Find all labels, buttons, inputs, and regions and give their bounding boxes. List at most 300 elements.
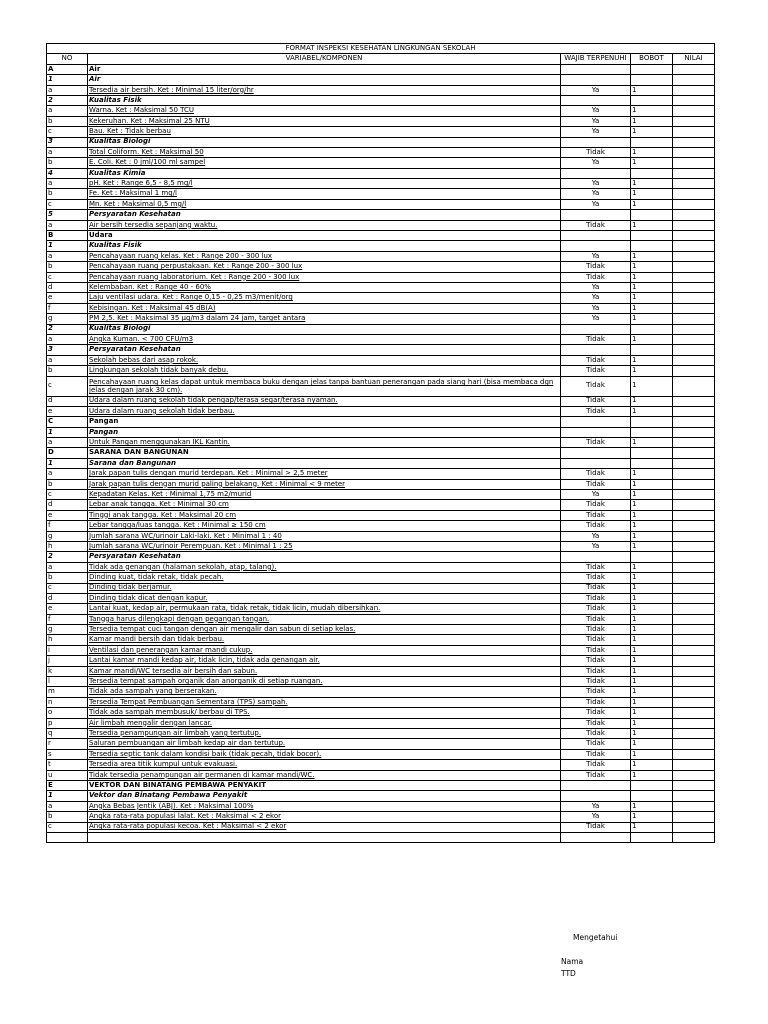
subsection-row [47,241,715,251]
table-row [47,272,715,282]
row-wajib: Tidak [561,635,631,645]
section-row [47,64,715,74]
row-wajib [561,231,631,241]
table-row [47,656,715,666]
row-no: 3 [47,137,88,147]
row-wajib: Tidak [561,708,631,718]
row-no: a [47,562,88,572]
row-variabel: Bau. Ket : Tidak berbau [88,127,561,137]
table-row [47,604,715,614]
row-variabel: Kamar mandi/WC tersedia air bersih dan sabun. [88,666,561,676]
row-variabel: Vektor dan Binatang Pembawa Penyakit [88,791,561,801]
table-row [47,593,715,603]
row-nilai [673,179,715,189]
row-no: e [47,604,88,614]
row-no: 4 [47,168,88,178]
row-wajib [561,448,631,458]
row-variabel: Total Coliform. Ket : Maksimal 50 [88,147,561,157]
row-variabel: Udara dalam ruang sekolah tidak berbau. [88,406,561,416]
row-wajib: Tidak [561,510,631,520]
row-nilai [673,729,715,739]
table-row [47,438,715,448]
table-row [47,490,715,500]
row-nilai [673,791,715,801]
row-variabel: Pencahayaan ruang kelas dapat untuk membaca buku dengan jelas tanpa bantuan penerangan pada siang hari (bisa membaca dgn jelas dengan jarak 30 cm). [88,376,561,396]
row-bobot [631,427,673,437]
table-row [47,635,715,645]
row-variabel: Kekeruhan. Ket : Maksimal 25 NTU [88,116,561,126]
row-nilai [673,396,715,406]
row-variabel: VEKTOR DAN BINATANG PEMBAWA PENYAKIT [88,780,561,790]
row-wajib: Tidak [561,677,631,687]
row-bobot [631,95,673,105]
row-variabel: Sarana dan Bangunan [88,458,561,468]
inspection-table-body [47,44,715,843]
row-no: c [47,199,88,209]
table-row [47,531,715,541]
row-bobot: 1 [631,666,673,676]
row-wajib: Tidak [561,614,631,624]
row-no: f [47,303,88,313]
row-variabel: Kamar mandi bersih dan tidak berbau. [88,635,561,645]
row-no: B [47,231,88,241]
row-variabel: Tersedia Tempat Pembuangan Sementara (TPS) sampah. [88,697,561,707]
row-nilai [673,406,715,416]
row-nilai [673,458,715,468]
row-wajib: Tidak [561,562,631,572]
row-variabel: Kebisingan. Ket : Maksimal 45 dB(A) [88,303,561,313]
row-bobot [631,324,673,334]
row-variabel: Air bersih tersedia sepanjang waktu. [88,220,561,230]
table-row [47,687,715,697]
row-nilai [673,739,715,749]
row-bobot: 1 [631,158,673,168]
row-bobot: 1 [631,614,673,624]
row-no: d [47,593,88,603]
table-row [47,729,715,739]
row-wajib: Tidak [561,396,631,406]
row-variabel: Tersedia tempat cuci tangan dengan air mengalir dan sabun di setiap kelas. [88,625,561,635]
row-wajib: Tidak [561,749,631,759]
row-wajib: Tidak [561,272,631,282]
row-variabel: Persyaratan Kesehatan [88,345,561,355]
row-no [47,832,88,842]
row-wajib: Tidak [561,604,631,614]
row-no: e [47,510,88,520]
header-wajib: WAJIB TERPENUHI [561,54,631,64]
row-no: g [47,314,88,324]
header-bobot: BOBOT [631,54,673,64]
row-bobot: 1 [631,541,673,551]
subsection-row [47,427,715,437]
row-wajib [561,832,631,842]
row-variabel: Tangga harus dilengkapi dengan pegangan tangan. [88,614,561,624]
signature-ttd: TTD [561,969,576,978]
row-wajib: Tidak [561,220,631,230]
subsection-row [47,324,715,334]
section-row [47,417,715,427]
row-no: c [47,490,88,500]
row-variabel: Kualitas Fisik [88,95,561,105]
row-nilai [673,168,715,178]
row-variabel: Persyaratan Kesehatan [88,552,561,562]
row-wajib: Tidak [561,656,631,666]
row-nilai [673,158,715,168]
table-row [47,541,715,551]
row-nilai [673,293,715,303]
row-bobot [631,832,673,842]
row-no: d [47,396,88,406]
row-variabel: PM 2,5. Ket : Maksimal 35 µg/m3 dalam 24 jam, target antara [88,314,561,324]
row-no: g [47,531,88,541]
row-nilai [673,780,715,790]
section-row [47,448,715,458]
row-nilai [673,687,715,697]
row-variabel: Kualitas Biologi [88,324,561,334]
row-nilai [673,427,715,437]
row-nilai [673,562,715,572]
table-row [47,697,715,707]
row-bobot: 1 [631,635,673,645]
row-no: 1 [47,458,88,468]
row-nilai [673,832,715,842]
table-row [47,116,715,126]
row-variabel: Mn. Ket : Maksimal 0,5 mg/l [88,199,561,209]
row-no: c [47,127,88,137]
table-row [47,314,715,324]
table-row [47,583,715,593]
row-wajib [561,241,631,251]
row-variabel: Angka rata-rata populasi kecoa. Ket : Maksimal < 2 ekor [88,822,561,832]
row-variabel: pH. Ket : Range 6,5 - 8,5 mg/l [88,179,561,189]
row-bobot: 1 [631,355,673,365]
subsection-row [47,791,715,801]
row-nilai [673,708,715,718]
row-variabel: Tidak ada sampah yang berserakan. [88,687,561,697]
row-wajib: Tidak [561,366,631,376]
row-bobot: 1 [631,510,673,520]
row-variabel: Lebar tangga/luas tangga. Ket : Minimal ≥ 150 cm [88,521,561,531]
row-no: b [47,479,88,489]
row-wajib: Tidak [561,645,631,655]
table-row [47,366,715,376]
subsection-row [47,458,715,468]
table-row [47,147,715,157]
inspection-table [46,43,715,843]
row-nilai [673,697,715,707]
row-wajib [561,417,631,427]
signature-nama: Nama [561,957,584,966]
row-wajib: Ya [561,303,631,313]
row-bobot: 1 [631,521,673,531]
row-wajib: Ya [561,801,631,811]
row-wajib: Tidak [561,376,631,396]
row-variabel: Tidak ada sampah membusuk/ berbau di TPS. [88,708,561,718]
row-nilai [673,334,715,344]
row-bobot [631,345,673,355]
row-wajib: Tidak [561,739,631,749]
header-row [47,54,715,64]
subsection-row [47,210,715,220]
row-nilai [673,593,715,603]
row-variabel: Jarak papan tulis dengan murid paling belakang. Ket : Minimal < 9 meter [88,479,561,489]
row-wajib: Tidak [561,334,631,344]
row-no: s [47,749,88,759]
table-row [47,262,715,272]
row-nilai [673,137,715,147]
row-variabel: Kualitas Fisik [88,241,561,251]
row-bobot: 1 [631,262,673,272]
row-no: a [47,801,88,811]
header-no: NO [47,54,88,64]
row-no: 1 [47,427,88,437]
row-variabel: Jumlah sarana WC/urinoir Perempuan. Ket : Minimal 1 : 25 [88,541,561,551]
row-wajib: Tidak [561,770,631,780]
row-wajib: Ya [561,541,631,551]
row-variabel: Laju ventilasi udara. Ket : Range 0,15 - 0,25 m3/menit/org [88,293,561,303]
row-nilai [673,479,715,489]
row-no: e [47,406,88,416]
row-variabel: Dinding kuat, tidak retak, tidak pecah. [88,573,561,583]
subsection-row [47,552,715,562]
table-row [47,303,715,313]
row-variabel: Ventilasi dan penerangan kamar mandi cukup. [88,645,561,655]
row-bobot: 1 [631,376,673,396]
row-variabel: Saluran pembuangan air limbah kedap air dan tertutup. [88,739,561,749]
row-nilai [673,251,715,261]
row-bobot: 1 [631,303,673,313]
row-no: 2 [47,324,88,334]
row-no: d [47,500,88,510]
row-wajib: Tidak [561,666,631,676]
row-variabel: Kepadatan Kelas. Ket : Minimal 1,75 m2/murid [88,490,561,500]
table-row [47,199,715,209]
row-variabel: Pangan [88,427,561,437]
row-no: f [47,521,88,531]
row-wajib: Ya [561,158,631,168]
row-bobot: 1 [631,677,673,687]
row-no: t [47,760,88,770]
row-no: A [47,64,88,74]
table-row [47,220,715,230]
row-nilai [673,417,715,427]
row-nilai [673,666,715,676]
table-row [47,822,715,832]
subsection-row [47,345,715,355]
row-bobot: 1 [631,147,673,157]
row-variabel: Kelembaban. Ket : Range 40 - 60% [88,282,561,292]
row-nilai [673,812,715,822]
row-wajib: Tidak [561,687,631,697]
row-no: b [47,262,88,272]
row-nilai [673,635,715,645]
row-wajib: Tidak [561,406,631,416]
row-bobot: 1 [631,106,673,116]
row-wajib: Tidak [561,718,631,728]
row-variabel: Angka Kuman. < 700 CFU/m3 [88,334,561,344]
row-no: 1 [47,75,88,85]
row-no: g [47,625,88,635]
row-nilai [673,64,715,74]
row-nilai [673,95,715,105]
title-row [47,44,715,54]
row-no: l [47,677,88,687]
table-row [47,739,715,749]
table-row [47,500,715,510]
row-no: n [47,697,88,707]
row-no: 2 [47,552,88,562]
row-variabel: Lantai kuat, kedap air, permukaan rata, tidak retak, tidak licin, mudah dibersihkan. [88,604,561,614]
row-wajib: Ya [561,189,631,199]
row-nilai [673,770,715,780]
row-variabel: Kualitas Biologi [88,137,561,147]
row-wajib [561,210,631,220]
row-nilai [673,822,715,832]
section-row [47,780,715,790]
row-wajib: Tidak [561,583,631,593]
row-nilai [673,355,715,365]
row-bobot: 1 [631,199,673,209]
section-row [47,231,715,241]
row-bobot [631,168,673,178]
row-no: a [47,355,88,365]
row-bobot: 1 [631,293,673,303]
row-bobot: 1 [631,770,673,780]
row-wajib: Tidak [561,625,631,635]
table-row [47,189,715,199]
row-variabel: Untuk Pangan menggunakan IKL Kantin. [88,438,561,448]
row-no: E [47,780,88,790]
row-no: a [47,220,88,230]
row-bobot: 1 [631,739,673,749]
row-wajib: Ya [561,293,631,303]
row-no: b [47,116,88,126]
subsection-row [47,75,715,85]
row-wajib [561,780,631,790]
row-variabel: Warna. Ket : Maksimal 50 TCU [88,106,561,116]
table-row [47,282,715,292]
row-wajib [561,458,631,468]
row-nilai [673,469,715,479]
table-row [47,625,715,635]
row-bobot: 1 [631,656,673,666]
row-no: k [47,666,88,676]
row-no: f [47,614,88,624]
row-wajib: Ya [561,85,631,95]
subsection-row [47,168,715,178]
row-bobot: 1 [631,531,673,541]
row-wajib: Tidak [561,469,631,479]
row-variabel: Persyaratan Kesehatan [88,210,561,220]
row-nilai [673,189,715,199]
row-variabel: Angka Bebas Jentik (ABJ). Ket : Maksimal 100% [88,801,561,811]
row-wajib: Tidak [561,479,631,489]
row-no: i [47,645,88,655]
row-variabel: Tidak tersedia penampungan air permanen di kamar mandi/WC. [88,770,561,780]
row-nilai [673,521,715,531]
row-nilai [673,604,715,614]
table-row [47,718,715,728]
row-bobot: 1 [631,583,673,593]
row-nilai [673,366,715,376]
row-bobot: 1 [631,469,673,479]
row-variabel: Sekolah bebas dari asap rokok. [88,355,561,365]
table-row [47,396,715,406]
row-no: C [47,417,88,427]
row-wajib: Tidak [561,500,631,510]
row-wajib: Ya [561,314,631,324]
row-wajib: Tidak [561,147,631,157]
row-wajib: Tidak [561,760,631,770]
row-bobot: 1 [631,645,673,655]
row-variabel: Air limbah mengalir dengan lancar. [88,718,561,728]
row-no: 2 [47,95,88,105]
row-variabel: Air [88,75,561,85]
row-wajib [561,137,631,147]
row-bobot: 1 [631,687,673,697]
row-nilai [673,106,715,116]
row-wajib [561,324,631,334]
row-bobot: 1 [631,697,673,707]
row-nilai [673,231,715,241]
row-wajib: Tidak [561,729,631,739]
row-bobot: 1 [631,116,673,126]
row-bobot: 1 [631,604,673,614]
row-nilai [673,510,715,520]
table-row [47,251,715,261]
row-variabel: Fe. Ket : Maksimal 1 mg/l [88,189,561,199]
row-nilai [673,282,715,292]
row-bobot [631,64,673,74]
table-row [47,355,715,365]
row-wajib: Ya [561,116,631,126]
row-bobot [631,241,673,251]
row-wajib: Tidak [561,438,631,448]
row-variabel [88,832,561,842]
table-row [47,158,715,168]
row-bobot [631,137,673,147]
row-no: 1 [47,241,88,251]
table-row [47,376,715,396]
row-variabel: Tersedia penampungan air limbah yang tertutup. [88,729,561,739]
row-bobot: 1 [631,760,673,770]
row-nilai [673,645,715,655]
table-row [47,334,715,344]
row-variabel: SARANA DAN BANGUNAN [88,448,561,458]
row-variabel: Lingkungan sekolah tidak banyak debu. [88,366,561,376]
row-bobot [631,231,673,241]
row-nilai [673,314,715,324]
row-wajib [561,168,631,178]
row-no: c [47,376,88,396]
row-no: b [47,573,88,583]
row-variabel: Tinggi anak tangga. Ket : Maksimal 20 cm [88,510,561,520]
table-row [47,760,715,770]
row-bobot [631,552,673,562]
row-variabel: Dinding tidak dicat dengan kapur. [88,593,561,603]
row-no: a [47,106,88,116]
row-wajib: Tidak [561,262,631,272]
row-variabel: Pencahayaan ruang perpustakaan. Ket : Range 200 - 300 lux [88,262,561,272]
row-no: a [47,85,88,95]
table-row [47,562,715,572]
row-wajib [561,64,631,74]
row-variabel: Pencahayaan ruang laboratorium. Ket : Range 200 - 300 lux [88,272,561,282]
row-no: D [47,448,88,458]
row-nilai [673,531,715,541]
row-no: r [47,739,88,749]
table-row [47,770,715,780]
